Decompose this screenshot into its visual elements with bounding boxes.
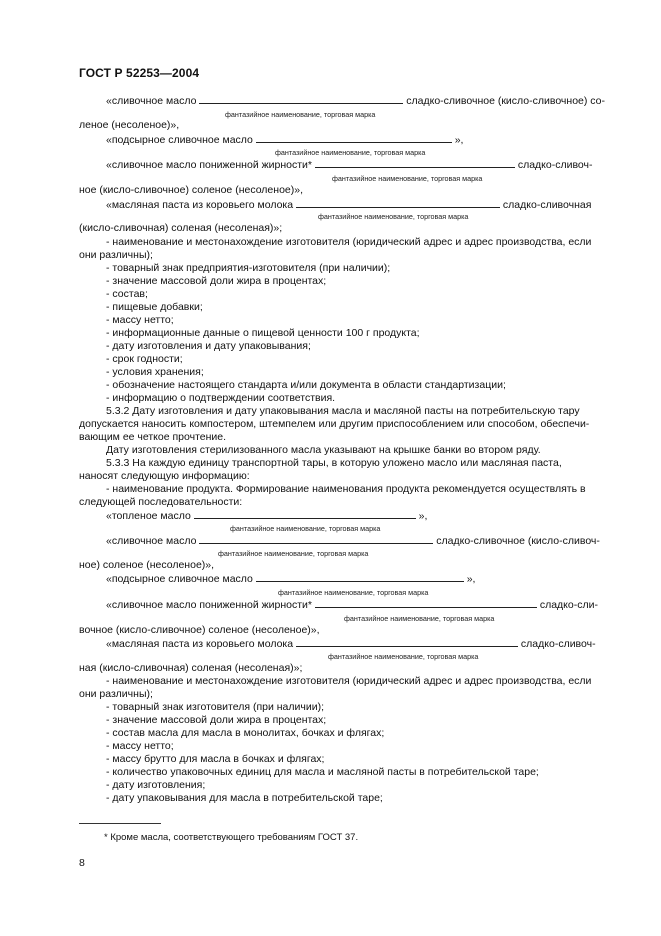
field-caption: фантазийное наименование, торговая марка — [332, 174, 483, 183]
blank-line — [256, 133, 452, 143]
blank-line — [199, 94, 403, 104]
product-name: «сливочное масло — [106, 535, 197, 547]
bottom-line-2 — [106, 534, 600, 548]
blank-line — [194, 509, 416, 519]
blank-line — [296, 198, 500, 208]
list2-item: - количество упаковочных единиц для масла и масляной пасты в потребительской таре; — [106, 766, 539, 778]
product-suffix: сладко-сли- — [539, 599, 598, 611]
blank-line — [296, 637, 518, 647]
field-caption: фантазийное наименование, торговая марка — [275, 148, 426, 157]
para-sterilized: Дату изготовления стерилизованного масла указывают на крышке банки во втором ряду. — [106, 444, 541, 456]
product-name: «сливочное масло пониженной жирности* — [106, 599, 312, 611]
list1-item: - пищевые добавки; — [106, 301, 203, 313]
product-suffix: сладко-сливоч- — [520, 638, 596, 650]
footnote: * Кроме масла, соответствующего требованиям ГОСТ 37. — [104, 832, 359, 843]
bottom-line-8: ная (кисло-сливочная) соленая (несоленая)»; — [79, 662, 303, 674]
blank-line — [315, 598, 537, 608]
para-532-line: допускается наносить компостером, штемпелем или другим приспособлением или способом, обеспечи- — [79, 418, 590, 430]
para-532-line: вающим ее четкое прочтение. — [79, 431, 227, 443]
blank-line — [315, 158, 515, 168]
product-suffix: сладко-сливоч- — [517, 159, 593, 171]
list1-item: - условия хранения; — [106, 366, 204, 378]
list2-item: - товарный знак изготовителя (при наличии); — [106, 701, 324, 713]
list2-item: - массу нетто; — [106, 740, 174, 752]
list1-item: - информационные данные о пищевой ценности 100 г продукта; — [106, 327, 420, 339]
field-caption: фантазийное наименование, торговая марка — [230, 524, 381, 533]
top-line-1 — [106, 94, 605, 108]
top-line-6 — [106, 198, 591, 212]
field-caption: фантазийное наименование, торговая марка — [328, 652, 479, 661]
bottom-line-5 — [106, 598, 598, 612]
list2-item: - наименование и местонахождение изготовителя (юридический адрес и адрес производства, если — [106, 675, 592, 687]
para-533-line: 5.3.3 На каждую единицу транспортной тары, в которую уложено масло или масляная паста, — [106, 457, 562, 469]
product-suffix: сладко-сливочная — [502, 199, 592, 211]
list1-item: - состав; — [106, 288, 148, 300]
product-suffix: », — [418, 510, 428, 522]
product-suffix: », — [454, 134, 464, 146]
product-name: «топленое масло — [106, 510, 191, 522]
product-name: «масляная паста из коровьего молока — [106, 199, 294, 211]
top-line-7: (кисло-сливочная) соленая (несоленая)»; — [79, 222, 283, 234]
blank-line — [256, 572, 464, 582]
list2-item: - дату изготовления; — [106, 779, 206, 791]
list2-item: они различны); — [79, 688, 153, 700]
list2-item: - дату упаковывания для масла в потребительской таре; — [106, 792, 383, 804]
list2-item: - значение массовой доли жира в процентах; — [106, 714, 327, 726]
para-533-line: наносят следующую информацию: — [79, 470, 250, 482]
product-suffix: », — [466, 573, 476, 585]
list2-item: - массу брутто для масла в бочках и флягах; — [106, 753, 325, 765]
product-suffix: сладко-сливочное (кисло-сливочное) со- — [406, 95, 605, 107]
product-name: «подсырное сливочное масло — [106, 573, 253, 585]
bottom-line-4 — [106, 572, 475, 586]
para-532-line: 5.3.2 Дату изготовления и дату упаковывания масла и масляной пасты на потребительскую тару — [106, 405, 580, 417]
product-name: «подсырное сливочное масло — [106, 134, 253, 146]
field-caption: фантазийное наименование, торговая марка — [318, 212, 469, 221]
field-caption: фантазийное наименование, торговая марка — [225, 110, 376, 119]
list1-item: - срок годности; — [106, 353, 183, 365]
field-caption: фантазийное наименование, торговая марка — [344, 614, 495, 623]
para-533-line: - наименование продукта. Формирование наименования продукта рекомендуется осуществлять в — [106, 483, 586, 495]
top-line-4 — [106, 158, 593, 172]
document-header: ГОСТ Р 52253—2004 — [79, 66, 200, 80]
list1-item: - значение массовой доли жира в процентах; — [106, 275, 327, 287]
page-number: 8 — [79, 857, 85, 869]
list1-item: - наименование и местонахождение изготовителя (юридический адрес и адрес производства, если — [106, 236, 592, 248]
footnote-divider — [79, 823, 161, 824]
bottom-line-1 — [106, 509, 427, 523]
top-line-5: ное (кисло-сливочное) соленое (несоленое)», — [79, 184, 304, 196]
field-caption: фантазийное наименование, торговая марка — [278, 588, 429, 597]
list1-item: - товарный знак предприятия-изготовителя (при наличии); — [106, 262, 391, 274]
bottom-line-6: вочное (кисло-сливочное) соленое (несоленое)», — [79, 624, 320, 636]
list1-item: - массу нетто; — [106, 314, 174, 326]
list1-item: - информацию о подтверждении соответствия. — [106, 392, 336, 404]
list1-item: - обозначение настоящего стандарта и/или документа в области стандартизации; — [106, 379, 506, 391]
list1-item: они различны); — [79, 249, 153, 261]
product-name: «масляная паста из коровьего молока — [106, 638, 294, 650]
list2-item: - состав масла для масла в монолитах, бочках и флягах; — [106, 727, 385, 739]
field-caption: фантазийное наименование, торговая марка — [218, 549, 369, 558]
product-name: «сливочное масло — [106, 95, 197, 107]
product-name: «сливочное масло пониженной жирности* — [106, 159, 312, 171]
bottom-line-7 — [106, 637, 596, 651]
para-533-line: следующей последовательности: — [79, 496, 243, 508]
list1-item: - дату изготовления и дату упаковывания; — [106, 340, 311, 352]
product-suffix: сладко-сливочное (кисло-сливоч- — [436, 535, 600, 547]
top-line-3 — [106, 133, 463, 147]
top-line-2: леное (несоленое)», — [79, 119, 180, 131]
blank-line — [199, 534, 433, 544]
bottom-line-3: ное) соленое (несоленое)», — [79, 559, 215, 571]
